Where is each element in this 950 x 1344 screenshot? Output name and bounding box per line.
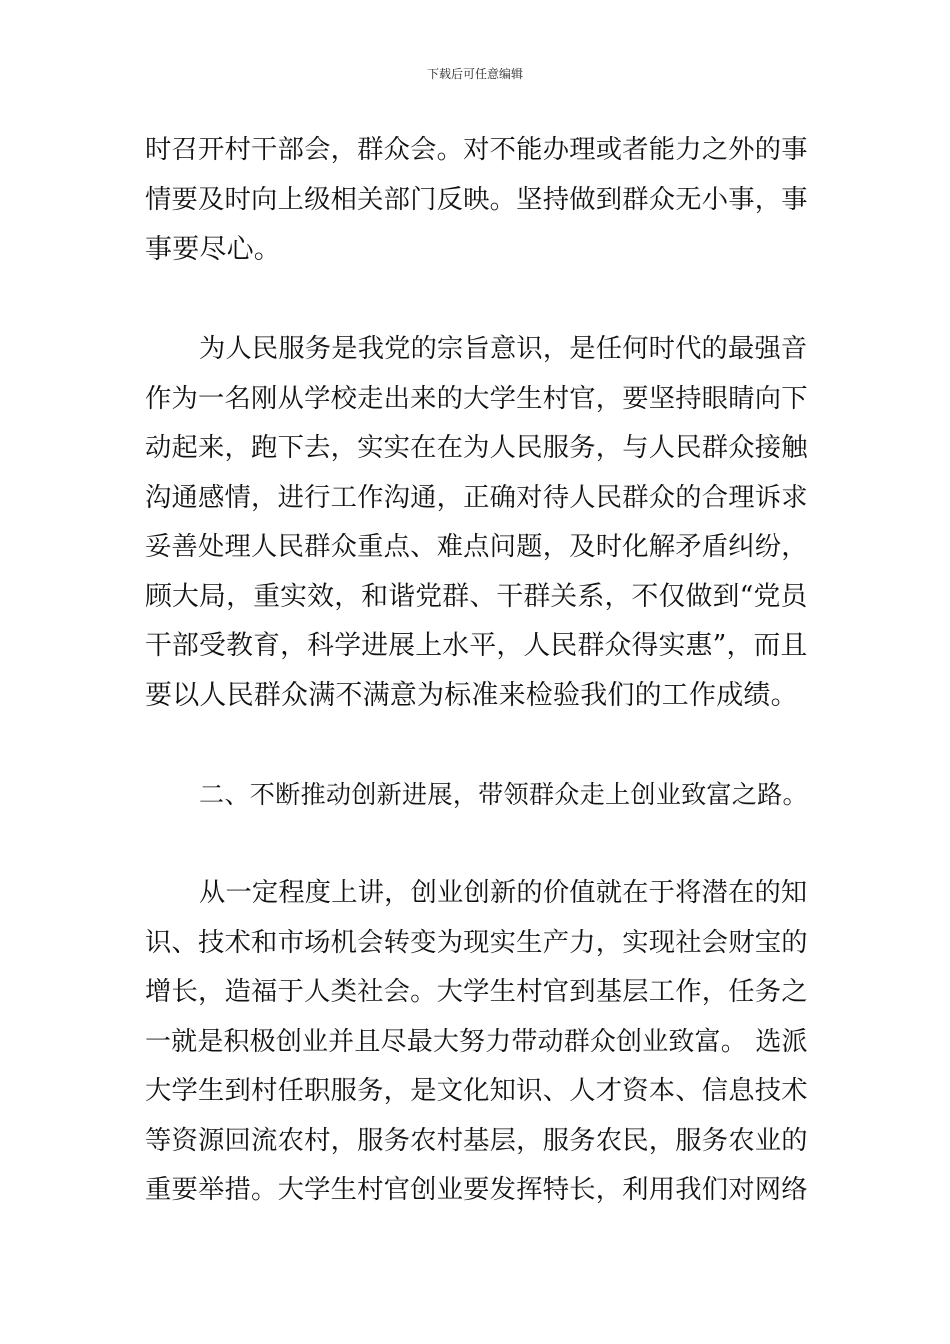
text-line: 情要及时向上级相关部门反映。坚持做到群众无小事，事 bbox=[145, 185, 808, 215]
section-heading: 二、不断推动创新进展，带领群众走上创业致富之路。 bbox=[199, 780, 808, 809]
text-line: 要以人民群众满不满意为标准来检验我们的工作成绩。 bbox=[145, 680, 798, 711]
text-line: 一就是积极创业并且尽最大努力带动群众创业致富。 选派 bbox=[145, 1027, 808, 1057]
text-line: 沟通感情，进行工作沟通，正确对待人民群众的合理诉求 bbox=[145, 483, 808, 513]
text-line: 顾大局，重实效，和谐党群、干群关系，不仅做到“党员 bbox=[145, 581, 808, 612]
text-line: 等资源回流农村，服务农村基层，服务农民，服务农业的 bbox=[145, 1126, 808, 1156]
text-line: 增长，造福于人类社会。大学生村官到基层工作，任务之 bbox=[145, 977, 808, 1007]
text-line: 时召开村干部会，群众会。对不能办理或者能力之外的事 bbox=[145, 135, 808, 165]
page-header: 下载后可任意编辑 bbox=[426, 67, 523, 81]
text-line: 干部受教育，科学进展上水平，人民群众得实惠”，而且 bbox=[145, 630, 808, 661]
text-line: 大学生到村任职服务，是文化知识、人才资本、信息技术 bbox=[145, 1076, 808, 1106]
paragraph-first-line: 为人民服务是我党的宗旨意识，是任何时代的最强音 bbox=[199, 334, 808, 364]
text-line: 事要尽心。 bbox=[145, 234, 281, 265]
text-line: 识、技术和市场机会转变为现实生产力，实现社会财宝的 bbox=[145, 928, 808, 958]
text-line: 作为一名刚从学校走出来的大学生村官，要坚持眼睛向下 bbox=[145, 384, 808, 414]
text-line: 妥善处理人民群众重点、难点问题，及时化解矛盾纠纷， bbox=[145, 532, 808, 562]
text-line: 重要举措。大学生村官创业要发挥特长，利用我们对网络 bbox=[145, 1175, 808, 1205]
text-line: 动起来，跑下去，实实在在为人民服务，与人民群众接触 bbox=[145, 433, 808, 463]
paragraph-first-line: 从一定程度上讲，创业创新的价值就在于将潜在的知 bbox=[199, 878, 808, 908]
